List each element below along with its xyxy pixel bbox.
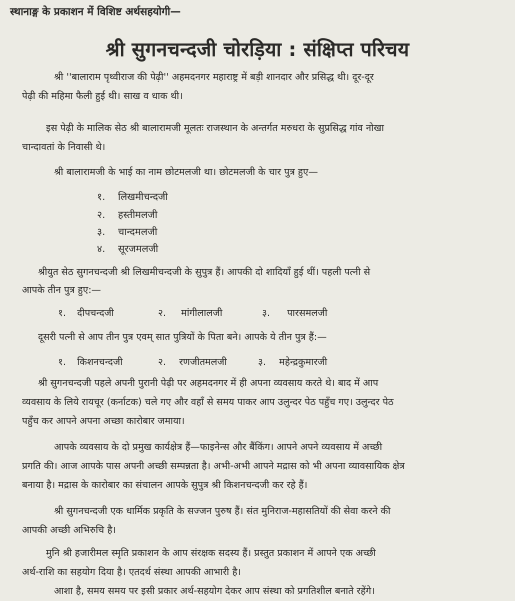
paragraph-line: आशा है, समय समय पर इसी प्रकार अर्थ-सहयोग देकर आप संस्था को प्रगतिशील बनाते रहेंगे। — [54, 586, 375, 597]
list-text: किशनचन्दजी — [77, 357, 123, 368]
paragraph-7 — [54, 438, 382, 457]
paragraph-4-cont — [22, 281, 101, 300]
paragraph-line: चान्दावतां के निवासी थे। — [22, 142, 106, 153]
list-item — [97, 225, 158, 238]
list-number: २. — [158, 308, 167, 319]
list-text: मांगीलालजी — [181, 308, 223, 319]
paragraph-2-cont — [22, 138, 105, 157]
list-text: दीपचन्दजी — [77, 308, 114, 319]
list-number: २. — [158, 357, 167, 368]
paragraph-9 — [46, 544, 376, 563]
list-number: ४. — [97, 244, 106, 255]
paragraph-line: आपके तीन पुत्र हुए:— — [22, 285, 102, 296]
section-header: स्थानाङ्ग के प्रकाशन में विशिष्ट अर्थसहयोगी— — [10, 6, 181, 18]
paragraph-2 — [46, 119, 384, 138]
list-number: १. — [58, 357, 67, 368]
list-item — [158, 355, 227, 368]
paragraph-line: व्यवसाय के लिये रायचूर (कर्नाटक) चले गए और वहाँ से समय पाकर आप उलुन्दर पेठ पहुँच गए। उलुन्दर पेठ — [22, 397, 394, 408]
list-item — [97, 190, 168, 203]
list-number: ३. — [262, 308, 271, 319]
paragraph-line: श्रीयुत सेठ सुगनचन्दजी श्री लिखमीचन्दजी के सुपुत्र हैं। आपकी दो शादियाँ हुई थीं। पहली पत्नी से — [38, 267, 371, 278]
paragraph-1 — [54, 68, 374, 87]
paragraph-line: इस पेढ़ी के मालिक सेठ श्री बालारामजी मूलतः राजस्थान के अन्तर्गत मरुधरा के सुप्रसिद्ध गांव नोखा — [46, 123, 384, 134]
list-number: १. — [58, 308, 67, 319]
list-text: लिखमीचन्दजी — [118, 192, 168, 203]
paragraph-line: आपकी अच्छी अभिरुचि है। — [22, 525, 116, 536]
list-text: चान्दमलजी — [118, 227, 158, 238]
list-text: महेन्द्रकुमारजी — [279, 357, 328, 368]
paragraph-line: श्री ''बालाराम पृथ्वीराज की पेढ़ी'' अहमदनगर महाराष्ट्र में बड़ी शानदार और प्रसिद्ध थी। दूर-दूर — [54, 72, 374, 83]
list-text: रणजीतमलजी — [179, 357, 227, 368]
list-item — [97, 208, 158, 221]
list-text: सूरजमलजी — [118, 244, 159, 255]
paragraph-line: अर्थ-राशि का सहयोग दिया है। एतदर्थ संस्था आपकी आभारी है। — [22, 567, 241, 578]
paragraph-1-cont — [22, 87, 183, 106]
paragraph-10 — [54, 582, 375, 601]
paragraph-8 — [54, 502, 391, 521]
paragraph-4 — [38, 263, 370, 282]
paragraph-line: दूसरी पत्नी से आप तीन पुत्र एवम् सात पुत्रियों के पिता बने। आपके ये तीन पुत्र हैं:— — [38, 332, 327, 343]
paragraph-line: श्री सुगनचन्दजी एक धार्मिक प्रकृति के सज्जन पुरुष हैं। संत मुनिराज-महासतियों की सेवा करने की — [54, 506, 391, 517]
paragraph-line: श्री सुगनचन्दजी पहले अपनी पुरानी पेढ़ी पर अहमदनगर में ही अपना व्यवसाय करते थे। बाद में आप — [38, 378, 379, 389]
list-number: ३. — [97, 227, 106, 238]
paragraph-line: श्री बालारामजी के भाई का नाम छोटमलजी था। छोटमलजी के चार पुत्र हुए— — [54, 167, 318, 178]
list-item — [58, 306, 114, 319]
paragraph-line: बनाया है। मद्रास के कारोबार का संचालन आपके सुपुत्र श्री किशनचन्दजी कर रहे हैं। — [22, 480, 308, 491]
list-item — [97, 242, 159, 255]
paragraph-line: मुनि श्री हजारीमल स्मृति प्रकाशन के आप संरक्षक सदस्य हैं। प्रस्तुत प्रकाशन में आपने एक अच्छी — [46, 548, 376, 559]
paragraph-6 — [38, 374, 378, 393]
paragraph-6-cont — [22, 393, 394, 431]
paragraph-7-cont — [22, 457, 405, 495]
list-number: ३. — [258, 357, 267, 368]
list-item — [58, 355, 123, 368]
paragraph-line: पेढ़ी की महिमा फैली हुई थी। साख व धाक थी। — [22, 91, 183, 102]
paragraph-3 — [54, 163, 318, 182]
paragraph-8-cont — [22, 521, 116, 540]
list-item — [158, 306, 222, 319]
paragraph-line: प्रगति की। आज आपके पास अपनी अच्छी सम्पन्नता है। अभी-अभी आपने मद्रास को भी अपना व्यावसायिक क्षेत्र — [22, 461, 405, 472]
list-number: २. — [97, 210, 106, 221]
paragraph-line: पहुँच कर आपने अपना अच्छा कारोबार जमाया। — [22, 416, 185, 427]
list-item — [262, 306, 327, 319]
list-item — [258, 355, 327, 368]
paragraph-9-cont — [22, 563, 241, 582]
list-text: हस्तीमलजी — [118, 210, 158, 221]
paragraph-5 — [38, 328, 327, 347]
list-number: १. — [97, 192, 106, 203]
paragraph-line: आपके व्यवसाय के दो प्रमुख कार्यक्षेत्र हैं—फाइनेन्स और बैंकिंग। आपने अपने व्यवसाय में अच्छी — [54, 442, 383, 453]
page-title: श्री सुगनचन्दजी चोरड़िया : संक्षिप्त परिचय — [105, 38, 410, 61]
list-text: पारसमलजी — [287, 308, 328, 319]
